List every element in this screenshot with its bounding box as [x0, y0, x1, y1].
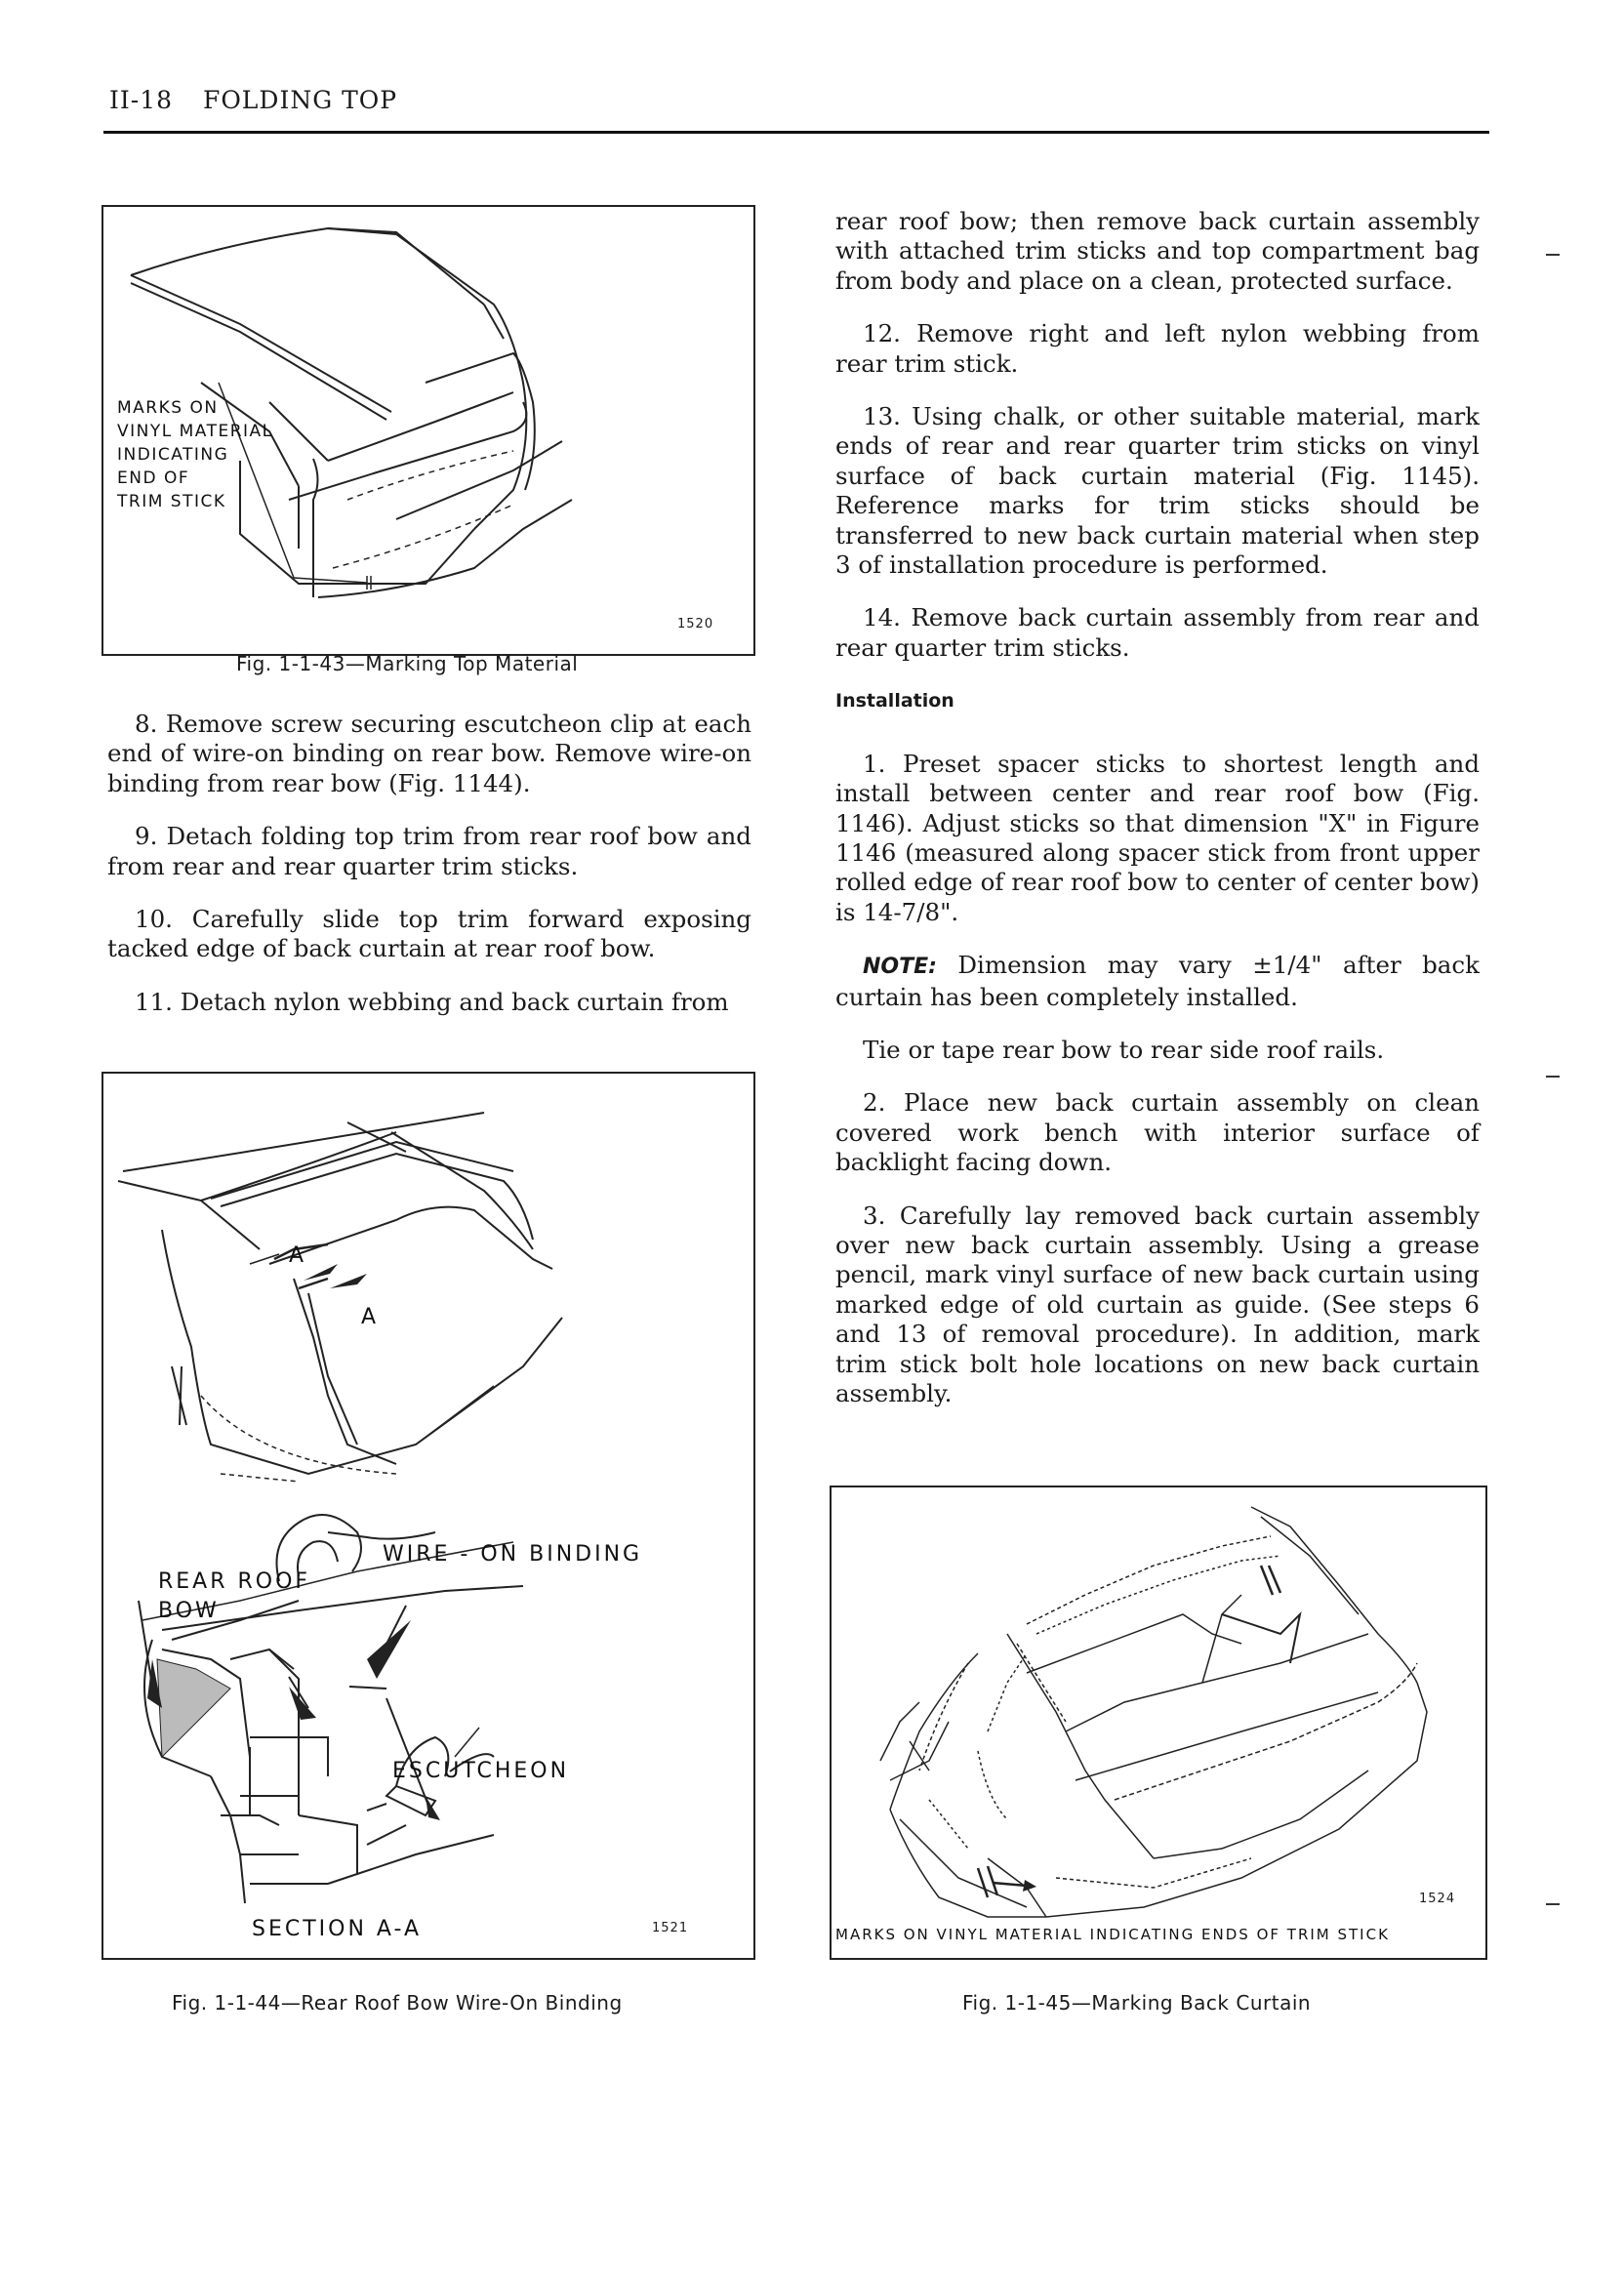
marks-on-vinyl-label: MARKS ON VINYL MATERIAL INDICATING ENDS OF TRIM STICK [835, 1926, 1390, 1943]
margin-mark [1546, 1903, 1560, 1905]
figure-label: END OF [117, 468, 190, 488]
figure-caption: Fig. 1-1-45—Marking Back Curtain [962, 1991, 1312, 2015]
page-header [109, 86, 1476, 114]
header-rule [103, 131, 1489, 134]
left-column-text [107, 710, 751, 1046]
margin-mark [1546, 1076, 1560, 1078]
section-a-a-label: SECTION A-A [252, 1917, 422, 1941]
section-title: FOLDING TOP [202, 86, 398, 114]
figure-number: 1520 [677, 617, 714, 631]
page-number: II-18 [109, 86, 174, 114]
section-marker-a: A [361, 1305, 380, 1329]
rear-roof-bow-label: BOW [158, 1599, 220, 1623]
rear-roof-bow-drawing [103, 1074, 753, 1958]
figure-label: VINYL MATERIAL [117, 422, 273, 441]
figure-1-1-45 [830, 1486, 1487, 1960]
figure-label: MARKS ON [117, 398, 219, 418]
figure-1-1-44 [102, 1072, 755, 1960]
step-13: 13. Using chalk, or other suitable material, mark ends of rear and rear quarter trim sticks on vinyl surface of back curtain material (Fig. 1145). Reference marks for trim sticks should be transferred to new back curtain material when step 3 of installation procedure is performed. [835, 402, 1480, 580]
note-text: Dimension may vary ±1/4" after back curtain has been completely installed. [835, 951, 1480, 1011]
installation-step-3: 3. Carefully lay removed back curtain assembly over new back curtain assembly. Using a grease pencil, mark vinyl surface of new back curtain using marked edge of old curtain as guide. (See steps 6 and 13 of removal procedure). In addition, mark trim stick bolt hole locations on new back curtain assembly. [835, 1201, 1480, 1407]
installation-step-1: 1. Preset spacer sticks to shortest length and install between center and rear roof bow (Fig. 1146). Adjust sticks so that dimension "X" in Figure 1146 (measured along spacer stick from front upper rolled edge of rear roof bow to center of center bow) is 14-7/8". [835, 749, 1480, 926]
step-11-continued: rear roof bow; then remove back curtain assembly with attached trim sticks and top compartment bag from body and place on a clean, protected surface. [835, 207, 1480, 295]
step-11: 11. Detach nylon webbing and back curtain from [135, 987, 729, 1016]
margin-mark [1546, 254, 1560, 256]
figure-caption: Fig. 1-1-44—Rear Roof Bow Wire-On Binding [172, 1991, 623, 2015]
note-label: NOTE: [863, 955, 937, 980]
figure-1-1-43 [102, 205, 755, 656]
escutcheon-label: ESCUTCHEON [392, 1759, 570, 1783]
figure-label: TRIM STICK [117, 492, 226, 511]
wire-on-binding-label: WIRE - ON BINDING [383, 1542, 643, 1567]
step-8: 8. Remove screw securing escutcheon clip at each end of wire-on binding on rear bow. Remove wire-on binding from rear bow (Fig. 1144). [107, 710, 751, 797]
section-marker-a: A [289, 1243, 307, 1268]
tie-instruction: Tie or tape rear bow to rear side roof rails. [863, 1035, 1385, 1064]
installation-step-2: 2. Place new back curtain assembly on clean covered work bench with interior surface of backlight facing down. [835, 1088, 1480, 1177]
installation-heading: Installation [835, 690, 954, 712]
figure-number: 1524 [1419, 1892, 1456, 1906]
step-12: 12. Remove right and left nylon webbing from rear trim stick. [835, 319, 1480, 378]
figure-label: INDICATING [117, 445, 229, 465]
figure-number: 1521 [652, 1921, 689, 1935]
step-9: 9. Detach folding top trim from rear roof bow and from rear and rear quarter trim sticks. [107, 822, 751, 880]
rear-roof-bow-label: REAR ROOF [158, 1569, 311, 1594]
figure-caption: Fig. 1-1-43—Marking Top Material [236, 652, 579, 675]
right-column-text [835, 207, 1480, 1438]
step-10: 10. Carefully slide top trim forward exposing tacked edge of back curtain at rear roof bow. [107, 905, 751, 963]
note-paragraph [835, 951, 1480, 1012]
step-14: 14. Remove back curtain assembly from rear and rear quarter trim sticks. [835, 603, 1480, 662]
back-curtain-drawing [832, 1487, 1485, 1958]
